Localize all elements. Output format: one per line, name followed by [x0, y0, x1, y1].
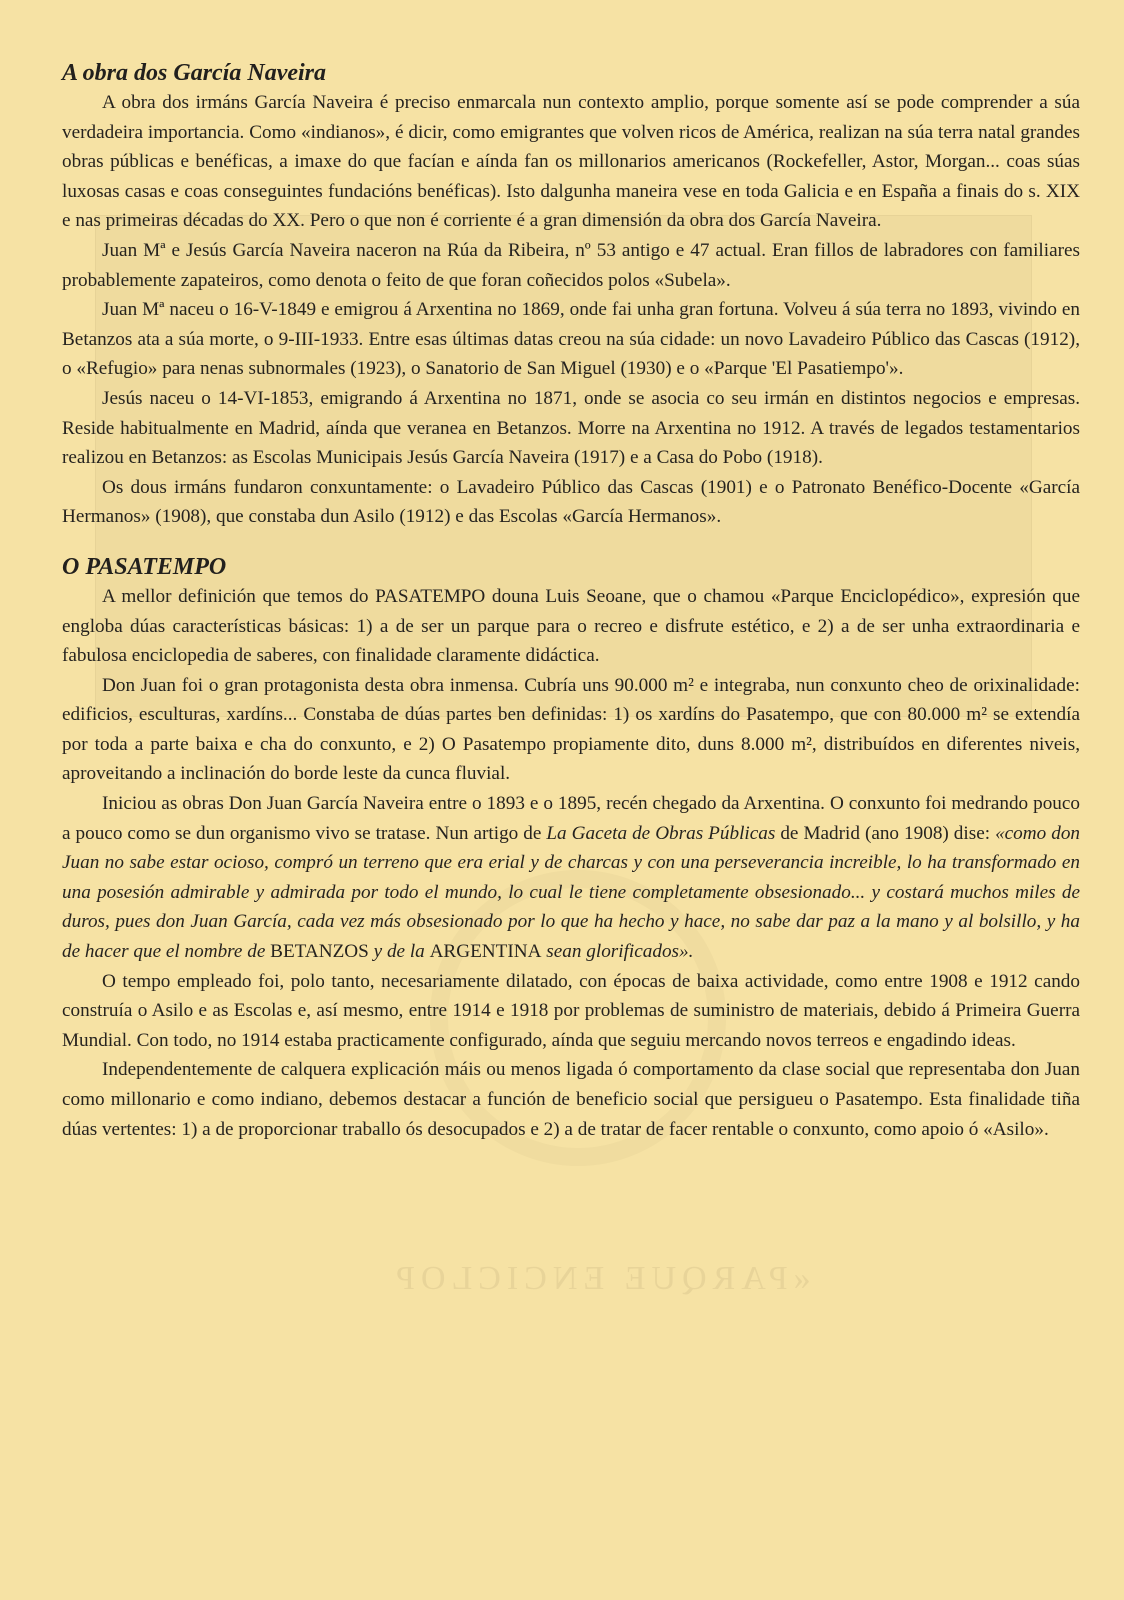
section-heading-pasatempo: O PASATEMPO	[62, 553, 227, 580]
paragraph: A mellor definición que temos do PASATEMPO douna Luis Seoane, que o chamou «Parque Enciclopédico», expresión que engloba dúas características básicas: 1) a de ser un parque para o recreo e disfrute estético, e 2) a de ser unha extraordinaria e fabulosa enciclopedia de saberes, con finalidade claramente didáctica.	[62, 585, 1080, 667]
quote-argentina: ARGENTINA	[429, 941, 542, 963]
paragraph: Independentemente de calquera explicación máis ou menos ligada ó comportamento da clase social que representaba don Juan como millonario e como indiano, debemos destacar a función de beneficio social que persigueu o Pasatempo. Esta finalidade tiña dúas vertentes: 1) a de proporcionar traballo ós desocupados e 2) a de tratar de facer rentable o conxunto, como apoio ó «Asilo».	[62, 1059, 1080, 1140]
paragraph: Don Juan foi o gran protagonista desta obra inmensa. Cubría uns 90.000 m² e integraba, nun conxunto cheo de orixinalidade: edificios, esculturas, xardíns... Constaba de dúas partes ben definidas: 1) os xardíns do Pasatempo, que con 80.000 m² se extendía por toda a parte baixa e cha do conxunto, e 2) O Pasatempo propiamente dito, duns 8.000 m², distribuídos en diferentes niveis, aproveitando a inclinación do borde leste da cunca fluvial.	[62, 674, 1080, 785]
gaceta-paragraph	[62, 789, 1080, 967]
gaceta-quote-end: sean glorificados».	[541, 941, 694, 963]
paragraph: Juan Mª naceu o 16-V-1849 e emigrou á Arxentina no 1869, onde fai unha gran fortuna. Volveu á súa terra no 1893, vivindo en Betanzos ata a súa morte, o 9-III-1933. Entre esas últimas datas creou na súa cidade: un novo Lavadeiro Público das Cascas (1912), o «Refugio» para nenas subnormales (1923), o Sanatorio de San Miguel (1930) e o «Parque 'El Pasatiempo'».	[62, 299, 1080, 380]
document-page	[62, 58, 1080, 1144]
paragraph: A obra dos irmáns García Naveira é preciso enmarcala nun contexto amplio, porque somente así se pode comprender a súa verdadeira importancia. Como «indianos», é dicir, como emigrantes que volven ricos de América, realizan na súa terra natal grandes obras públicas e benéficas, a imaxe do que facían e aínda fan os millonarios americanos (Rockefeller, Astor, Morgan... coas súas luxosas casas e coas conseguintes fundacións benéficas). Isto dalgunha maneira vese en toda Galicia e en España a finais do s. XIX e nas primeiras décadas do XX. Pero o que non é corriente é a gran dimensión da obra dos García Naveira.	[62, 92, 1080, 232]
paragraph: O tempo empleado foi, polo tanto, necesariamente dilatado, con épocas de baixa actividade, como entre 1908 e 1912 cando construía o Asilo e as Escolas e, así mesmo, entre 1914 e 1918 por problemas de suministro de materiais, debido á Primeira Guerra Mundial. Con todo, no 1914 estaba practicamente configurado, aínda que seguiu mercando novos terreos e engadindo ideas.	[62, 970, 1080, 1051]
paragraph: Juan Mª e Jesús García Naveira naceron na Rúa da Ribeira, nº 53 antigo e 47 actual. Eran fillos de labradores con familiares probablemente zapateiros, como denota o feito de que foran coñecidos polos «Subela».	[62, 239, 1080, 291]
gaceta-text-before: Iniciou as obras Don Juan García Naveira entre o 1893 e o 1895, recén chegado da Arxentina. O conxunto foi medrando pouco a pouco como se dun organismo vivo se tratase. Nun artigo de	[62, 793, 1080, 844]
gaceta-text-middle: de Madrid (ano 1908) dise:	[775, 822, 996, 844]
section-heading-obra: A obra dos García Naveira	[62, 60, 326, 86]
gaceta-quote-mid: y de la	[368, 941, 430, 963]
gaceta-quote: «como don Juan no sabe estar ocioso, compró un terreno que era erial y de charcas y con una perseverancia increible, lo ha transformado en una posesión admirable y admirada por todo el mundo, lo cual le tiene completamente obsesionado... y costará muchos miles de duros, pues don Juan García, cada vez más obsesionado por lo que ha hecho y hace, no sabe dar paz a la mano y al bolsillo, y ha de hacer que el nombre de	[62, 822, 1081, 963]
background-watermark-text: «PARQUE ENCICLOP	[390, 1260, 811, 1297]
paragraph: Os dous irmáns fundaron conxuntamente: o Lavadeiro Público das Cascas (1901) e o Patronato Benéfico-Docente «García Hermanos» (1908), que constaba dun Asilo (1912) e das Escolas «García Hermanos».	[62, 476, 1080, 528]
quote-betanzos: BETANZOS	[270, 941, 369, 963]
paragraph: Jesús naceu o 14-VI-1853, emigrando á Arxentina no 1871, onde se asocia co seu irmán en distintos negocios e empresas. Reside habitualmente en Madrid, aínda que veranea en Betanzos. Morre na Arxentina no 1912. A través de legados testamentarios realizou en Betanzos: as Escolas Municipais Jesús García Naveira (1917) e a Casa do Pobo (1918).	[62, 387, 1080, 469]
publication-title: La Gaceta de Obras Públicas	[546, 822, 776, 844]
